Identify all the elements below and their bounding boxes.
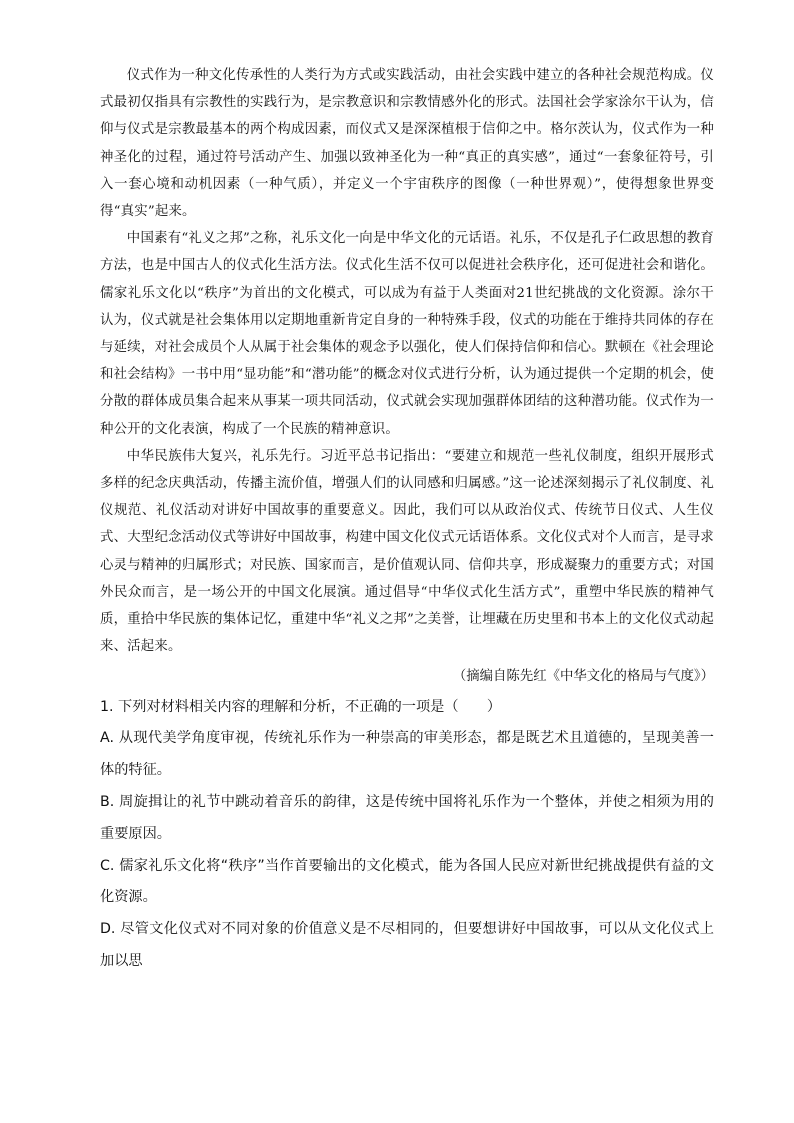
option-text: 尽管文化仪式对不同对象的价值意义是不尽相同的，但要想讲好中国故事，可以从文化仪式上加以思 <box>100 921 714 970</box>
option-letter: D. <box>100 921 116 938</box>
question-1 <box>100 692 714 978</box>
reading-passage <box>100 62 714 660</box>
option-letter: C. <box>100 857 115 874</box>
passage-paragraph-2: 中国素有“礼义之邦”之称，礼乐文化一向是中华文化的元话语。礼乐，不仅是孔子仁政思想的教育方法，也是中国古人的仪式化生活方法。仪式化生活不仅可以促进社会秩序化，还可促进社会和谐化。儒家礼乐文化以“秩序”为首出的文化模式，可以成为有益于人类面对21世纪挑战的文化资源。涂尔干认为，仪式就是社会集体用以定期地重新肯定自身的一种特殊手段，仪式的功能在于维持共同体的存在与延续，对社会成员个人从属于社会集体的观念予以强化，使人们保持信仰和信心。默顿在《社会理论和社会结构》一书中用“显功能”和“潜功能”的概念对仪式进行分析，认为通过提供一个定期的机会，使分散的群体成员集合起来从事某一项共同活动，仪式就会实现加强群体团结的这种潜功能。仪式作为一种公开的文化表演，构成了一个民族的精神意识。 <box>100 231 714 437</box>
passage-source: （摘编自陈先红《中华文化的格局与气度》） <box>452 669 714 685</box>
document-page <box>100 62 714 978</box>
option-text: 儒家礼乐文化将“秩序”当作首要输出的文化模式，能为各国人民应对新世纪挑战提供有益的文化资源。 <box>100 857 714 906</box>
option-d <box>100 914 714 978</box>
option-text: 从现代美学角度审视，传统礼乐作为一种崇高的审美形态，都是既艺术且道德的，呈现美善一体的特征。 <box>100 730 714 779</box>
question-stem: 1. 下列对材料相关内容的理解和分析，不正确的一项是（ ） <box>100 698 502 715</box>
option-c <box>100 851 714 915</box>
passage-paragraph-1: 仪式作为一种文化传承性的人类行为方式或实践活动，由社会实践中建立的各种社会规范构成。仪式最初仅指具有宗教性的实践行为，是宗教意识和宗教情感外化的形式。法国社会学家涂尔干认为，信仰与仪式是宗教最基本的两个构成因素，而仪式又是深深植根于信仰之中。格尔茨认为，仪式作为一种神圣化的过程，通过符号活动产生、加强以致神圣化为一种“真正的真实感”，通过“一套象征符号，引入一套心境和动机因素（一种气质），并定义一个宇宙秩序的图像（一种世界观）”，使得想象世界变得“真实”起来。 <box>100 68 714 220</box>
option-b <box>100 787 714 851</box>
option-a <box>100 723 714 787</box>
option-letter: A. <box>100 730 114 747</box>
option-text: 周旋揖让的礼节中跳动着音乐的韵律，这是传统中国将礼乐作为一个整体，并使之相须为用的重要原因。 <box>100 794 714 842</box>
option-letter: B. <box>100 794 115 811</box>
passage-paragraph-3: 中华民族伟大复兴，礼乐先行。习近平总书记指出：“要建立和规范一些礼仪制度，组织开展形式多样的纪念庆典活动，传播主流价值，增强人们的认同感和归属感。”这一论述深刻揭示了礼仪制度、礼仪规范、礼仪活动对讲好中国故事的重要意义。因此，我们可以从政治仪式、传统节日仪式、人生仪式、大型纪念活动仪式等讲好中国故事，构建中国文化仪式元话语体系。文化仪式对个人而言，是寻求心灵与精神的归属形式；对民族、国家而言，是价值观认同、信仰共享，形成凝聚力的重要方式；对国外民众而言，是一场公开的中国文化展演。通过倡导“中华仪式化生活方式”，重塑中华民族的精神气质，重拾中华民族的集体记忆，重建中华“礼义之邦”之美誉，让埋藏在历史里和书本上的文化仪式动起来、活起来。 <box>100 448 714 655</box>
